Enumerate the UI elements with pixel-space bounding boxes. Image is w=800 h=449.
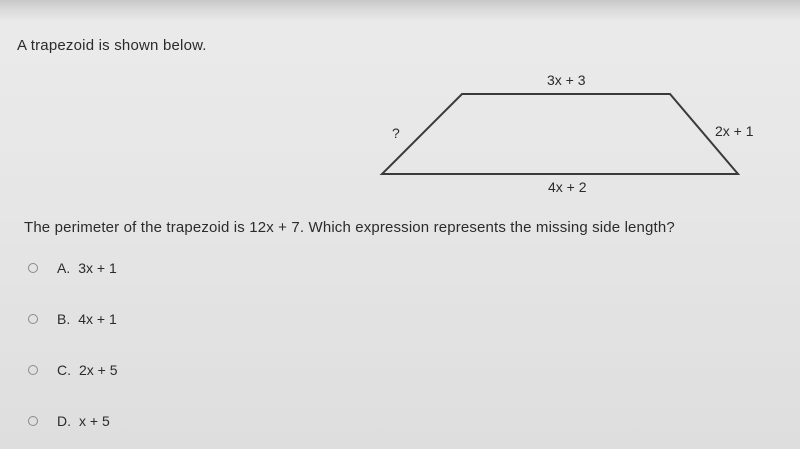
choice-b[interactable] — [28, 309, 117, 329]
intro-text: A trapezoid is shown below. — [17, 37, 207, 54]
choice-letter: A. — [57, 260, 71, 276]
top-side-label: 3x + 3 — [547, 72, 586, 88]
choice-text: 4x + 1 — [78, 311, 117, 327]
choice-text: 3x + 1 — [78, 260, 117, 276]
choice-a[interactable] — [28, 258, 117, 278]
trapezoid-figure — [360, 62, 800, 202]
right-side-label: 2x + 1 — [715, 123, 754, 139]
choice-text: x + 5 — [79, 413, 110, 429]
radio-button-c[interactable] — [28, 365, 38, 375]
radio-button-a[interactable] — [28, 263, 38, 273]
question-prompt: The perimeter of the trapezoid is 12x + 7. Which expression represents the missing side length? — [24, 219, 675, 236]
radio-button-d[interactable] — [28, 416, 38, 426]
left-side-label: ? — [392, 125, 400, 141]
choice-letter: C. — [57, 362, 71, 378]
top-shadow — [0, 0, 800, 22]
choice-letter: D. — [57, 413, 71, 429]
bottom-side-label: 4x + 2 — [548, 179, 587, 195]
radio-button-b[interactable] — [28, 314, 38, 324]
choice-text: 2x + 5 — [79, 362, 118, 378]
choice-c[interactable] — [28, 360, 118, 380]
choice-letter: B. — [57, 311, 71, 327]
choice-d[interactable] — [28, 411, 110, 431]
trapezoid-shape — [382, 94, 738, 174]
